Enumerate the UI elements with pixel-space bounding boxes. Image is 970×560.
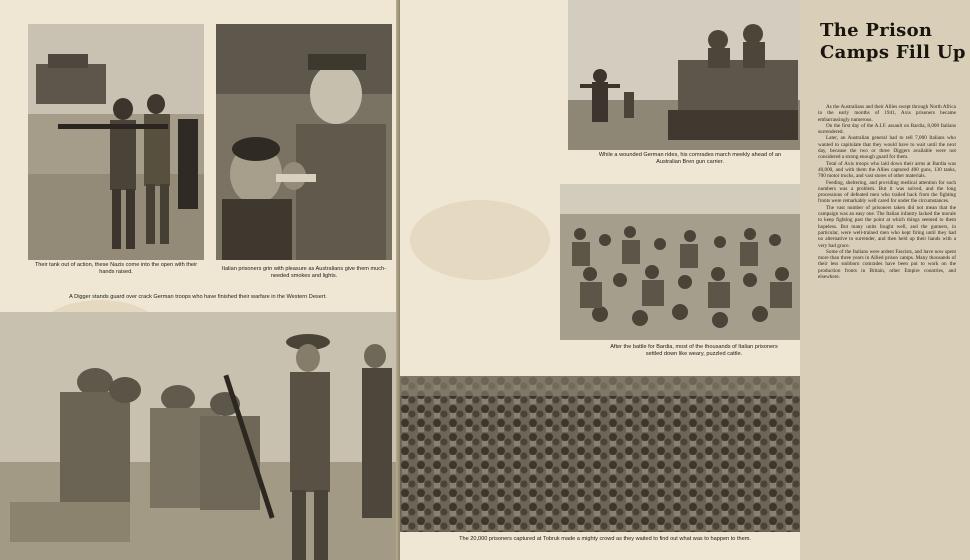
caption-wounded-german: While a wounded German rides, his comrades march meekly ahead of an Australian Bren gun carrier.: [598, 152, 782, 165]
article-paragraph: On the first day of the A.I.F. assault on Bardia, 8,000 Italians surrendered.: [818, 122, 956, 136]
article-paragraph: The vast number of prisoners taken did not mean that the campaign was an easy one. The Italian infantry lacked the morale to keep fighting past the point at which things seemed to them hopeless. But many units fought well, and the gunners, in particular, were well-trained men who kept firing until they had no alternative to surrender, and then held up their hands with a very bad grace.: [818, 204, 956, 249]
photo-wounded-german-bren-carrier: [568, 0, 800, 150]
caption-tobruk: The 20,000 prisoners captured at Tobruk made a mighty crowd as they waited to find out what was to happen to them.: [459, 536, 751, 542]
right-page: [400, 0, 966, 560]
caption-smokes: Italian prisoners grin with pleasure as Australians give them much-needed smokes and lights.: [221, 266, 387, 279]
article-paragraph: Total of Axis troops who laid down their arms at Bardia was 40,000, and with them the Allies captured 400 guns, 130 tanks, 700 motor trucks, and vast stores of other materials.: [818, 160, 956, 180]
caption-tank-crew: Their tank out of action, these Nazis come into the open with their hands raised.: [34, 262, 198, 275]
caption-digger-guard: A Digger stands guard over crack German troops who have finished their warfare in the Western Desert.: [69, 294, 327, 300]
article-paragraph: Later, an Australian general had to tell 7,000 Italians who wanted to capitulate that they would have to wait until the next day, because the two or three Diggers available were not considered a strong enough guard for them.: [818, 135, 956, 161]
photo-tank-crew-surrender: [28, 24, 204, 260]
article-body: [818, 104, 956, 280]
left-page: [0, 0, 398, 560]
photo-bardia-prisoners: [560, 184, 800, 340]
photo-tobruk-prisoner-crowd: [400, 376, 800, 532]
photo-digger-guarding-germans: [0, 312, 398, 560]
article-title: The Prison Camps Fill Up: [820, 20, 966, 63]
article-paragraph: As the Australians and their Allies swept through North Africa in the early months of 1941, Axis prisoners became embarrassingly numerous.: [818, 104, 956, 123]
article-paragraph: Feeding, sheltering, and providing medical attention for such numbers was a problem. But it was solved, and the long processions of defeated men who trailed back from the fighting fronts were remarkably well cared for under the circumstances.: [818, 179, 956, 205]
caption-bardia: After the battle for Bardia, most of the thousands of Italian prisoners settled down like weary, puzzled cattle.: [610, 344, 778, 357]
article-paragraph: Some of the Italians were ardent Fascists, and have now spent more than three years in Allied prison camps. Many thousands of their less stubborn comrades have been put to work on the production fronts in Britain, other Empire countries, and elsewhere.: [818, 248, 956, 281]
photo-italian-prisoners-smokes: [216, 24, 392, 260]
paper-stain: [410, 200, 550, 280]
